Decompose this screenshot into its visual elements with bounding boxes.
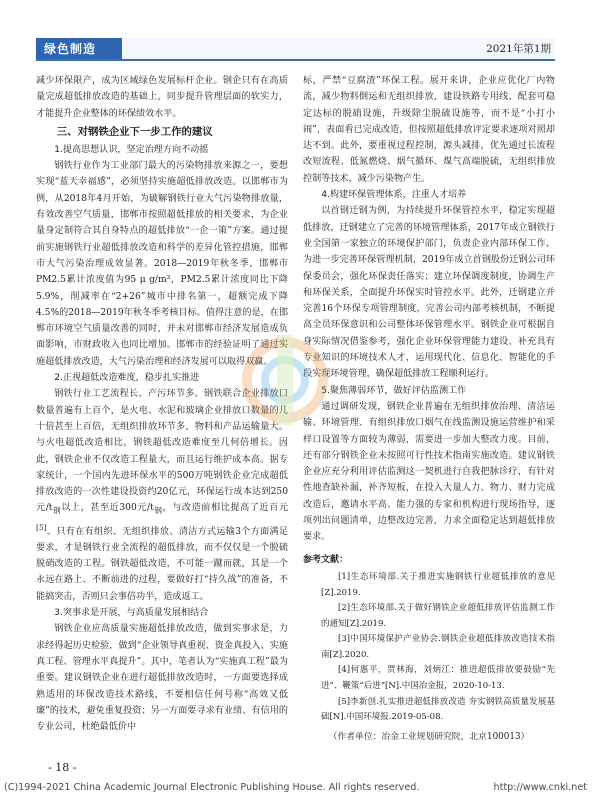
reference-item: [1]生态环境部.关于推进实施钢铁行业超低排放的意见[Z].2019.	[321, 571, 555, 598]
references-title: 参考文献：	[303, 554, 349, 565]
journal-title-band	[36, 38, 122, 59]
page-number: - 18 -	[48, 761, 77, 774]
paragraph-1: 钢铁行业作为工业部门最大的污染物排放来源之一，要想实现“蓝天幸福感”，必须坚持实施超低排放改造。以邯郸市为例，从2018年4月开始，为破解钢铁行业大气污染物排放量，有效改善空气质量，邯郸市按照超低排放的相关要求，为企业量身定制符合其自身特点的超低排放“一企一策”方案。通过提前实施钢铁行业超低排放改造和科学的差异化管控措施，邯郸市大气污染治理成效显著。2018—2019年秋冬季，邯郸市PM2.5累计浓度值为95 μ g/m³，PM2.5累计浓度同比下降5.9%，削减率在“2+26”城市中排名第一，超额完成下降4.5%的2018—2019年秋冬季考核目标。值得注意的是，在邯郸市环境空气质量改善的同时，并未对邯郸市经济发展造成负面影响，市财政收入也同比增加。邯郸市的经验证明了通过实施超低排放改造，大气污染治理和经济发展可以取得双赢。	[36, 161, 288, 367]
reference-item: [3]中国环境保护产业协会.钢铁企业超低排放改造技术指南[Z].2020.	[321, 634, 555, 660]
subheading-3: 3.突事求是开展，与高质量发展相结合	[54, 608, 209, 619]
right-column	[303, 73, 555, 745]
section-heading: 三、对钢铁企业下一步工作的建议	[56, 125, 213, 138]
copyright-text: (C)1994-2021 China Academic Journal Electronic Publishing House. All rights reserved.	[4, 782, 420, 793]
author-affiliation: （作者单位：冶金工业规划研究院，北京100013）	[328, 731, 530, 742]
paragraph-5: 通过调研发现，钢铁企业普遍在无组织排放治理、清洁运输、环境管理、有组织排放口烟气在线监测设施运营维护和采样口设置等方面较为薄弱，需要进一步加大整改力度。目前，还有部分钢铁企业未按照可行性技术指南实施改造。建议钢铁企业应充分利用评估监测这一契机进行自我把脉诊疗，有针对性地查缺补漏，补齐短板，在投入大量人力、物力、财力完成改造后，邀请水平高、能力强的专家和机构进行现场指导，逐项列出问题清单，边整改边完善，力求全面稳定达到超低排放要求。	[303, 401, 555, 543]
paragraph-2: 钢铁行业工艺流程长、产污环节多。钢铁联合企业排放口数量普遍有上百个，是火电、水泥和玻璃企业排放口数量的几十倍甚至上百倍，无组织排放环节多，物料和产品运输量大。与火电超低改造相比，钢铁超低改造难度至几何倍增长。因此，钢铁企业不仅改造工程量大，而且运行维护成本高。据专家统计，一个国内先进环保水平的500万吨钢铁企业完成超低排放改造的一次性建设投资约20亿元，环保运行成本达到250元$/t_钢$以上，甚至近300元$/t_钢$，与改造前相比提高了近百元[5]。只有在有组织、无组织排放、清洁方式运输3个方面满足要求，才是钢铁行业全流程的超低排放，而不仅仅是一个脱硫脱硝改造的工程。钢铁超低改造，不可能一蹴而就，其是一个永远在路上、不断前进的过程，要做好打“持久战”的准备，不能搞突击，否则只会事倍功半，造成返工。	[36, 389, 288, 602]
copyright-footer	[0, 781, 595, 797]
left-continued-paragraph: 减少环保限产，成为区域绿色发展标杆企业。钢企只有在高质量完成超低排放改造的基础上，同步提升管理层面的软实力，才能提升企业整体的环保绩效水平。	[36, 76, 288, 119]
issue-label: 2021年第1期	[486, 43, 551, 55]
reference-list	[303, 570, 555, 726]
subheading-2: 2.正视超低改造难度，稳步扎实推进	[54, 373, 200, 384]
paragraph-4: 以首钢迁钢为例，为持续提升环保管控水平，稳定实现超低排放，迁钢建立了完善的环境管理体系，2017年成立钢铁行业全国第一家独立的环境保护部门，负责企业内部环保工作。为进一步完善环保管理机制，2019年成立首钢股份迁钢公司环保委员会，强化环保责任落实；建立环保调度制度，协调生产和环保关系，全面提升环保实时管控水平。此外，迁钢建立并完善16个环保专项管理制度，完善公司内部考核机制，不断提高全员环保意识和公司整体环保管理水平。钢铁企业可根据自身实际情况借鉴参考，强化企业环保管理能力建设、补充具有专业知识的环境技术人才，运用现代化、信息化、智能化的手段实现环境管理，确保超低排放工程顺利运行。	[303, 206, 555, 380]
reference-item: [4]何惠平，贾林海，刘炳江：推进超低排放要鼓励“先进”、鞭策“后进”[N].中国冶金报，2020-10-13.	[321, 665, 555, 692]
left-column	[36, 73, 288, 735]
subheading-1: 1.提高思想认识，坚定治理方向不动摇	[54, 144, 209, 155]
right-continued-paragraph: 标，严禁“豆腐渣”环保工程。展开来讲，企业应优化厂内物流，减少物料倒运和无组织排放，建设铁路专用线、配套可稳定达标的脱硝设施，升级除尘脱硫设施等，而不是“小打小闹”，表面看已完成改造，但按照超低排放评定要求逐项对照却达不到。此外，要重视过程控制，源头减排，优先通过长流程改短流程、低氮燃烧、烟气循环、煤气高端脱硫，无组织排放控制等技术，减少污染物产生。	[303, 76, 555, 184]
reference-item: [2]生态环境部.关于做好钢铁企业超低排放评估监测工作的通知[Z].2019.	[321, 603, 555, 629]
reference-item: [5]李新创.扎实推进超低排放改造 夯实钢铁高质量发展基础[N].中国环境报.2019-05-08.	[321, 696, 555, 723]
subheading-4: 4.构建环保管理体系，注重人才培养	[321, 190, 467, 201]
paragraph-3: 钢铁企业应高质量实施超低排放改造，做到实事求是，力求经得起历史检验，做到“企业领导真重视、资金真投入、实施真工程、管理水平真提升”。其中，笔者认为“实施真工程”最为重要。建议钢铁企业在进行超低排放改造时，一方面要选择成熟适用的环保改造技术路线，不要相信任何号称“高效又低廉”的技术，避免重复投资；另一方面要寻求有业绩、有信用的专业公司，杜绝最低价中	[36, 624, 288, 733]
cnki-link[interactable]: http://www.cnki.net	[493, 782, 587, 793]
journal-title: 绿色制造	[44, 42, 97, 56]
subheading-5: 5.聚焦薄弱环节，做好评估监测工作	[321, 385, 467, 396]
journal-header	[36, 38, 555, 61]
